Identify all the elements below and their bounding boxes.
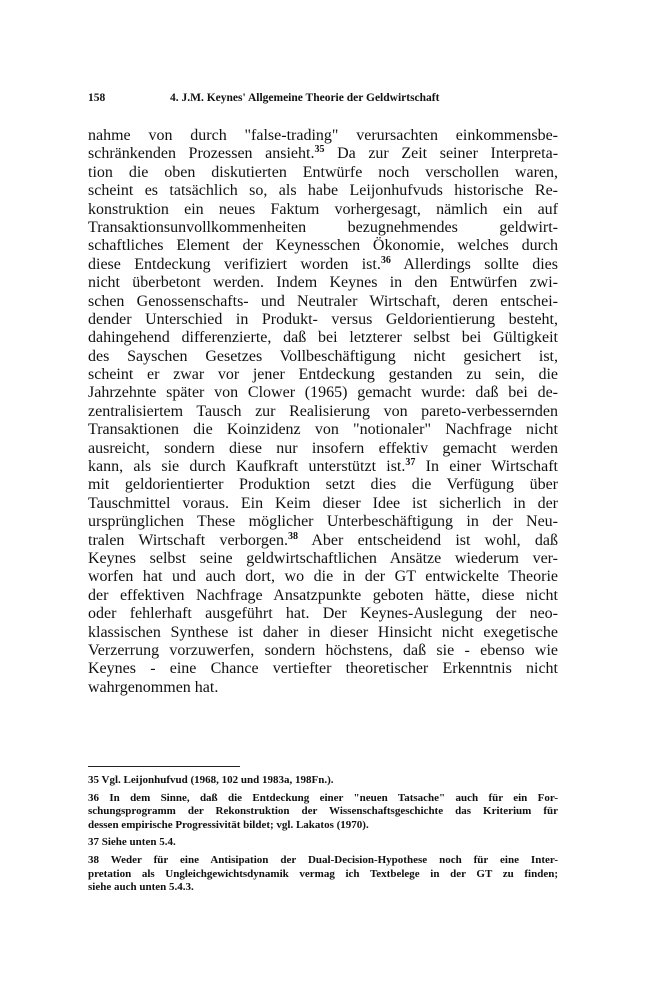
footnote-line: schungsprogramm der Rekonstruktion der Wissenschaftsgeschichte das Kriterium für [88,805,558,818]
chapter-title: 4. J.M. Keynes' Allgemeine Theorie der Geldwirtschaft [170,92,440,104]
text-line: worfen hat und auch dort, wo die in der GT entwickelte Theorie [88,568,558,586]
text-line: diese Entdeckung verifiziert worden ist.$^{36}$ Allerdings sollte dies [88,254,559,273]
text-line: ursprünglichen These möglicher Unterbeschäftigung in der Neu- [88,513,558,531]
footnote-line: pretation als Ungleichgewichtsdynamik vermag ich Textbelege in der GT zu finden; [88,867,558,880]
text-line: Transaktionen die Koinzidenz von "notionaler" Nachfrage nicht [88,421,558,439]
text-line: des Sayschen Gesetzes Vollbeschäftigung nicht gesichert ist, [88,347,558,365]
footnote-ref: 37 [405,457,416,469]
text-line: mit geldorientierter Produktion setzt dies die Verfügung über [88,476,558,494]
footnote-separator [88,766,240,767]
text-line: wahrgenommen hat. [88,678,219,696]
page-number: 158 [88,92,106,104]
text-line: nahme von durch "false-trading" verursachten einkommensbe- [88,127,558,144]
footnote-line: dessen empirische Progressivität bildet; vgl. Lakatos (1970). [88,818,369,831]
text-line: ausreicht, sondern diese nur insofern effektiv gemacht werden [88,439,558,457]
footnote-ref: 36 [380,254,391,266]
text-line: Verzerrung vorzuwerfen, sondern höchstens, daß sie - ebenso wie [88,641,558,659]
footnote-36 [88,792,558,833]
footnote-line: 36 In dem Sinne, daß die Entdeckung einer "neuen Tatsache" auch für ein For- [88,791,558,804]
footnote-line: 38 Weder für eine Antisipation der Dual-Decision-Hypothese noch für eine Inter- [88,853,558,866]
footnote-38 [88,854,558,895]
text-line: konstruktion ein neues Faktum vorhergesagt, nämlich ein auf [88,200,558,218]
text-line: klassischen Synthese ist daher in dieser Hinsicht nicht exegetische [88,623,558,641]
footnote-35 [88,774,558,788]
text-line: Keynes selbst seine geldwirtschaftlichen Ansätze wiederum ver- [88,549,558,567]
text-line: Tauschmittel voraus. Ein Keim dieser Idee ist sicherlich in der [88,494,558,512]
text-line: dahingehend differenzierte, daß bei letzterer selbst bei Gültigkeit [88,329,558,347]
text-line: nicht überbetont werden. Indem Keynes in den Entwürfen zwi- [88,274,558,292]
text-line: schaftliches Element der Keynesschen Ökonomie, welches durch [88,237,558,255]
text-line: Transaktionsunvollkommenheiten bezugnehmendes geldwirt- [88,218,558,236]
footnote-line: 35 Vgl. Leijonhufvud (1968, 102 und 1983a, 198Fn.). [88,774,334,786]
text-line: schränkenden Prozessen ansieht.$^{35}$ Da zur Zeit seiner Interpreta- [88,144,559,163]
text-line: scheint es tatsächlich so, als habe Leijonhufvuds historische Re- [88,182,558,200]
text-line: Keynes - eine Chance vertiefter theoretischer Erkenntnis nicht [88,660,558,678]
text-line: tion die oben diskutierten Entwürfe noch verschollen waren, [88,163,558,181]
text-line: tralen Wirtschaft verborgen.$^{38}$ Aber entscheidend ist wohl, daß [88,530,558,549]
text-line: zentralisiertem Tausch zur Realisierung von pareto-verbessernden [88,402,558,420]
footnotes [88,774,558,899]
footnote-ref: 35 [314,144,325,156]
text-line: oder fehlerhaft ausgeführt hat. Der Keynes-Auslegung der neo- [88,605,558,623]
text-line: der effektiven Nachfrage Ansatzpunkte geboten hätte, diese nicht [88,586,558,604]
body-text [88,127,558,697]
footnote-ref: 38 [288,530,299,542]
text-line: dender Unterschied in Produkt- versus Geldorientierung besteht, [88,310,558,328]
footnote-line: 37 Siehe unten 5.4. [88,836,176,849]
footnote-line: siehe auch unten 5.4.3. [88,881,194,894]
text-line: scheint er zwar vor jener Entdeckung gestanden zu sein, die [88,366,558,384]
text-line: Jahrzehnte später von Clower (1965) gemacht wurde: daß bei de- [88,384,558,402]
text-line: kann, als sie durch Kaufkraft unterstützt ist.$^{37}$ In einer Wirtschaft [88,457,559,476]
footnote-37 [88,836,558,850]
text-line: schen Genossenschafts- und Neutraler Wirtschaft, deren entschei- [88,292,558,310]
